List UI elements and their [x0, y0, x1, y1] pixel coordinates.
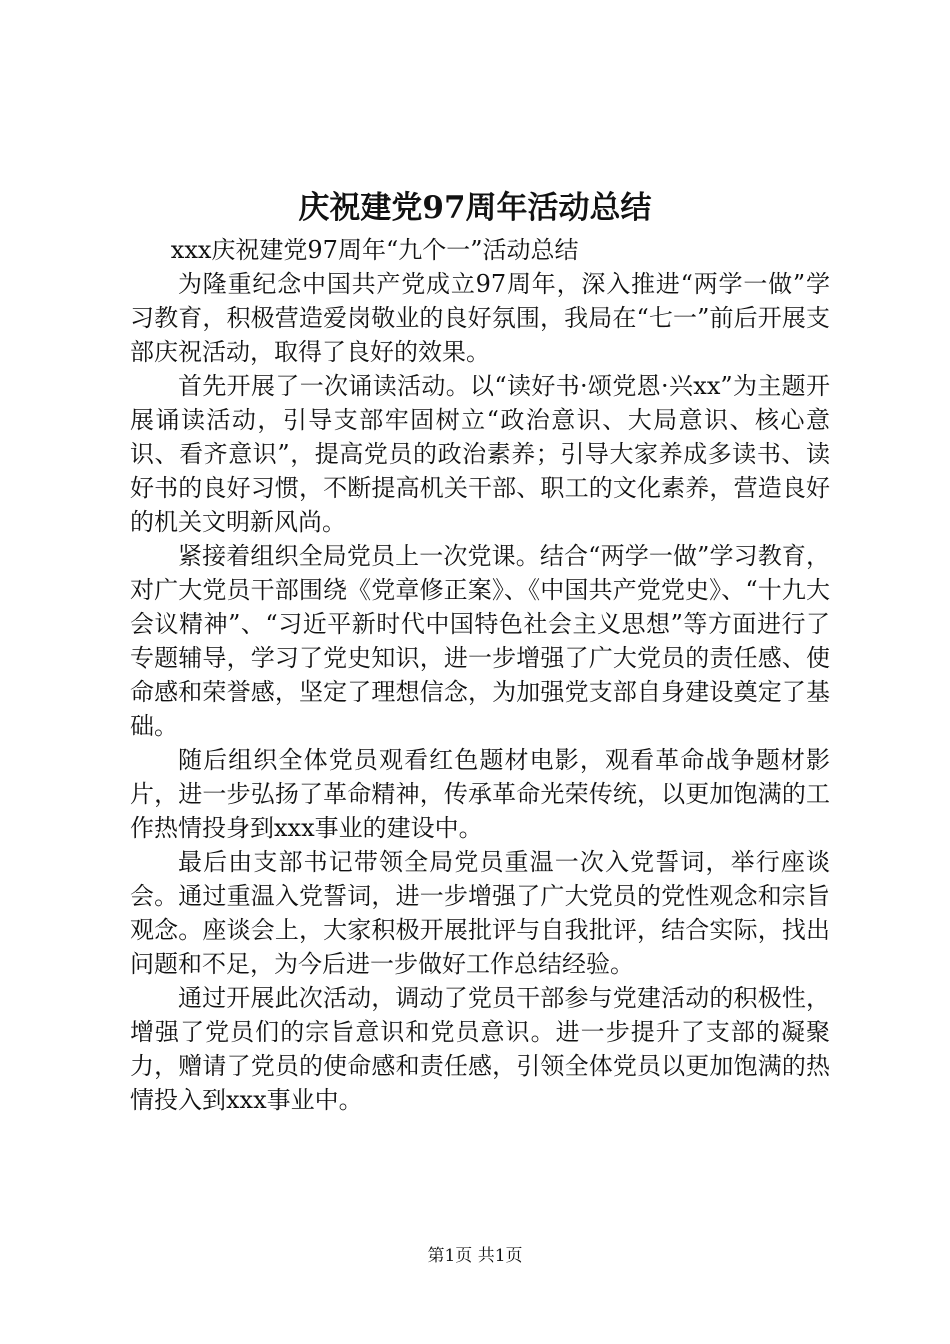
document-body: [130, 233, 830, 1117]
paragraph-1: 为隆重纪念中国共产党成立97周年，深入推进“两学一做”学习教育，积极营造爱岗敬业的良好氛围，我局在“七一”前后开展支部庆祝活动，取得了良好的效果。: [130, 270, 830, 366]
paragraph-5: 最后由支部书记带领全局党员重温一次入党誓词，举行座谈会。通过重温入党誓词，进一步增强了广大党员的党性观念和宗旨观念。座谈会上，大家积极开展批评与自我批评，结合实际，找出问题和不足，为今后进一步做好工作总结经验。: [130, 848, 830, 978]
paragraph-3: 紧接着组织全局党员上一次党课。结合“两学一做”学习教育，对广大党员干部围绕《党章修正案》、《中国共产党党史》、“十九大会议精神”、“习近平新时代中国特色社会主义思想”等方面进行了专题辅导，学习了党史知识，进一步增强了广大党员的责任感、使命感和荣誉感，坚定了理想信念，为加强党支部自身建设奠定了基础。: [130, 542, 830, 740]
paragraph-4: 随后组织全体党员观看红色题材电影，观看革命战争题材影片，进一步弘扬了革命精神，传承革命光荣传统，以更加饱满的工作热情投身到xxx事业的建设中。: [130, 746, 830, 842]
document-subtitle: xxx庆祝建党97周年“九个一”活动总结: [170, 236, 579, 264]
paragraph-6: 通过开展此次活动，调动了党员干部参与党建活动的积极性，增强了党员们的宗旨意识和党员意识。进一步提升了支部的凝聚力，赠请了党员的使命感和责任感，引领全体党员以更加饱满的热情投入到xxx事业中。: [130, 984, 830, 1114]
page-footer: 第1页 共1页: [427, 1246, 523, 1266]
paragraph-2: 首先开展了一次诵读活动。以“读好书·颂党恩·兴xx”为主题开展诵读活动，引导支部牢固树立“政治意识、大局意识、核心意识、看齐意识”，提高党员的政治素养；引导大家养成多读书、读好书的良好习惯，不断提高机关干部、职工的文化素养，营造良好的机关文明新风尚。: [130, 372, 830, 536]
document-title: 庆祝建党97周年活动总结: [298, 190, 652, 226]
